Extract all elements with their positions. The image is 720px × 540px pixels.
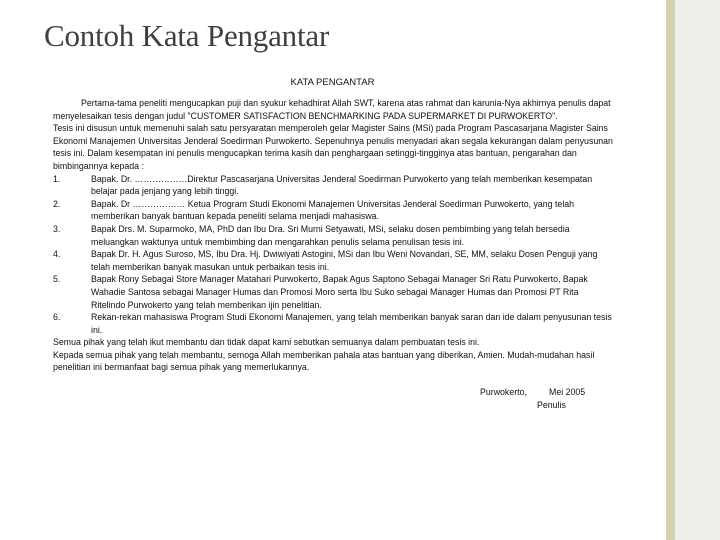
- list-item: [53, 173, 615, 198]
- document-body: [53, 97, 615, 414]
- list-item-text: Bapak Drs. M. Suparmoko, MA, PhD dan Ibu Dra. Sri Murni Setyawati, MSi, selaku dosen pembimbing yang telah bersedia meluangkan waktunya untuk membimbing dan mengarahkan penulis selama penulisan tesis ini.: [91, 223, 570, 247]
- slide-title: Contoh Kata Pengantar: [44, 18, 330, 53]
- signature-role: Penulis: [537, 400, 566, 411]
- thanks-list: [53, 173, 615, 337]
- signature-date: Mei 2005: [549, 387, 586, 398]
- purpose-paragraph: Tesis ini disusun untuk memenuhi salah satu persyaratan memperoleh gelar Magister Sains (MSi) pada Program Pascasarjana Magister Sains Ekonomi Manajemen Universitas Jenderal Soedirman Purwokerto. Sepenuhnya penulis menyadari akan segala kekurangan dalam penyusunan tesis ini. Dalam kesempatan ini penulis mengucapkan terima kasih dan penghargaan setinggi-tingginya atas bantuan, pengarahan dan bimbingannya kepada :: [53, 123, 613, 171]
- list-item-number: 1.: [53, 173, 61, 184]
- list-item-number: 6.: [53, 312, 61, 323]
- closing-paragraph: Kepada semua pihak yang telah membantu, semoga Allah memberikan pahala atas bantuan yang diberikan, Amien. Mudah-mudahan hasil penelitian ini bermanfaat bagi semua pihak yang memerlukannya.: [53, 349, 595, 373]
- list-item: [53, 223, 615, 248]
- closing-paragraph: Semua pihak yang telah ikut membantu dan tidak dapat kami sebutkan semuanya dalam pembuatan tesis ini.: [53, 337, 480, 348]
- list-item: [53, 248, 615, 273]
- list-item-text: Bapak. Dr. ………………Direktur Pascasarjana Universitas Jenderal Soedirman Purwokerto yang telah memberikan kesempatan belajar pada jenjang yang lebih tinggi.: [91, 173, 593, 197]
- signature-block: [53, 386, 615, 414]
- list-item-number: 4.: [53, 249, 61, 260]
- document-heading: KATA PENGANTAR: [290, 77, 375, 88]
- list-item-number: 5.: [53, 274, 61, 285]
- list-item: [53, 311, 615, 336]
- list-item-text: Bapak Dr. H. Agus Suroso, MS, Ibu Dra. Hj. Dwiwiyati Astogini, MSi dan Ibu Weni Novandari, SE, MM, selaku Dosen Penguji yang telah memberikan banyak masukan untuk perbaikan tesis ini.: [91, 249, 598, 272]
- list-item-number: 2.: [53, 198, 61, 209]
- slide-side-panel: [666, 0, 720, 540]
- list-item-number: 3.: [53, 223, 61, 234]
- intro-paragraph: Pertama-tama peneliti mengucapkan puji dan syukur kehadhirat Allah SWT, karena atas rahmat dan karunia-Nya akhirnya penulis dapat menyelesaikan tesis dengan judul "CUSTOMER SATISFACTION BENCHMARKING PADA SUPERMARKET DI PURWOKERTO".: [53, 98, 611, 121]
- list-item: [53, 198, 615, 223]
- list-item-text: Rekan-rekan mahasiswa Program Studi Ekonomi Manajemen, yang telah memberikan banyak saran dan ide dalam penyusunan tesis ini.: [91, 312, 612, 335]
- list-item-text: Bapak Rony Sebagai Store Manager Matahari Purwokerto, Bapak Agus Saptono Sebagai Manager Sri Ratu Purwokerto, Bapak Wahadie Santosa sebagai Manager Humas dan Promosi Moro serta Ibu Suko sebagai Manager Humas dan Promosi PT Rita Ritelindo Purwokerto yang telah memberikan ijin penelitian.: [91, 274, 588, 310]
- list-item: [53, 273, 615, 311]
- signature-place: Purwokerto,: [480, 387, 527, 398]
- list-item-text: Bapak. Dr ……………… Ketua Program Studi Ekonomi Manajemen Universitas Jenderal Soedirman Purwokerto, yang telah memberikan banyak bantuan kepada peneliti selama menjadi mahasiswa.: [91, 198, 575, 222]
- slide-side-accent-bar: [666, 0, 675, 540]
